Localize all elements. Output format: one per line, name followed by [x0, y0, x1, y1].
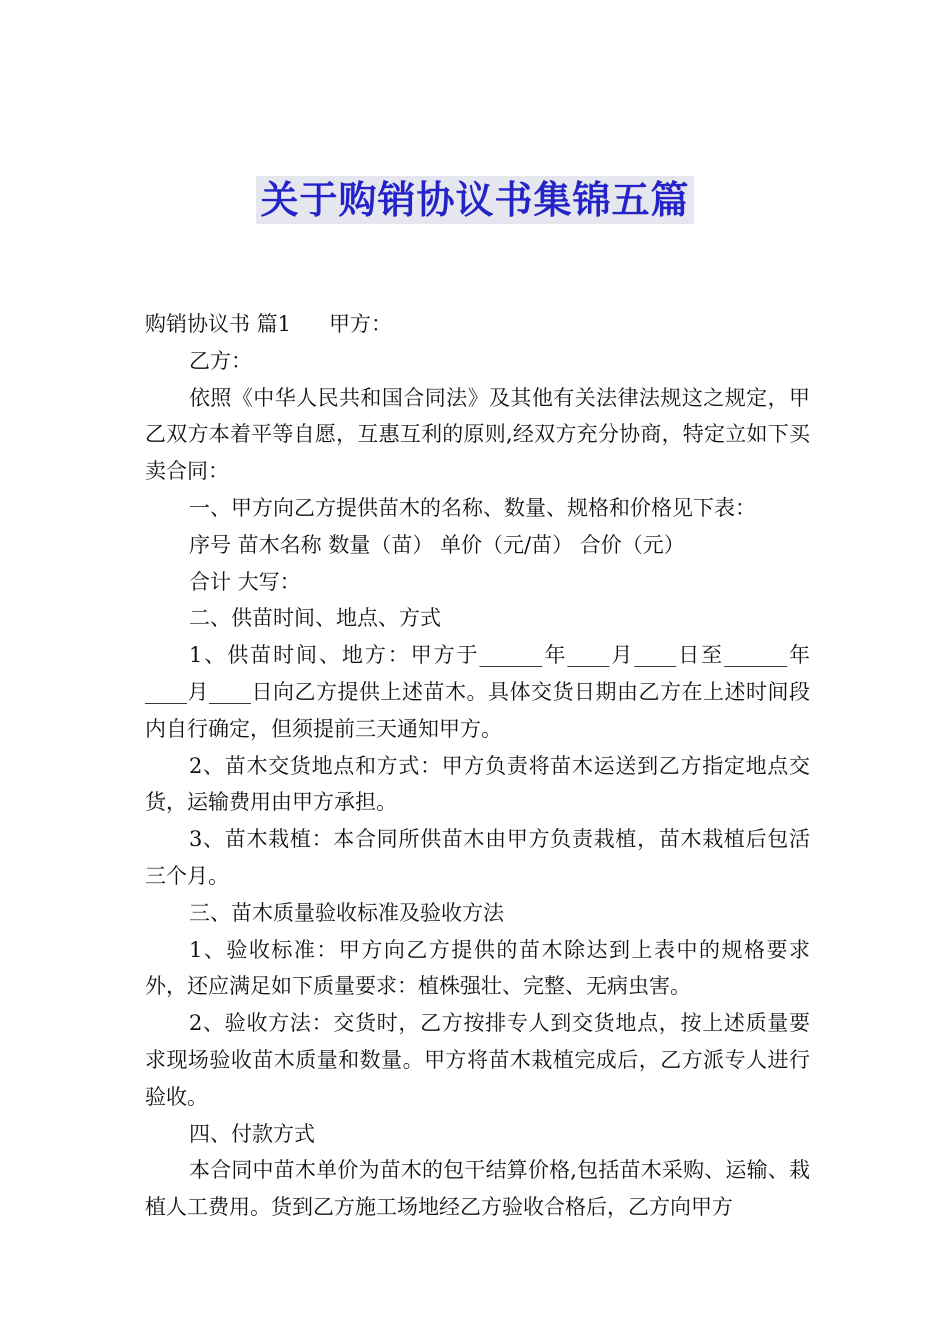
paragraph: 依照《中华人民共和国合同法》及其他有关法律法规这之规定，甲乙双方本着平等自愿，互惠互利的原则,经双方充分协商，特定立如下买卖合同： — [145, 385, 810, 484]
paragraph: 本合同中苗木单价为苗木的包干结算价格,包括苗木采购、运输、栽植人工费用。货到乙方施工场地经乙方验收合格后，乙方向甲方 — [145, 1158, 810, 1220]
total-line: 合计 大写： — [189, 569, 301, 594]
document-title: 关于购销协议书集锦五篇 — [256, 176, 693, 224]
paragraph: 一、甲方向乙方提供苗木的名称、数量、规格和价格见下表： — [189, 495, 756, 520]
section-heading: 三、苗木质量验收标准及验收方法 — [189, 900, 504, 925]
paragraph: 乙方： — [189, 348, 252, 373]
paragraph: 2、验收方法：交货时，乙方按排专人到交货地点，按上述质量要求现场验收苗木质量和数量。甲方将苗木栽植完成后，乙方派专人进行验收。 — [145, 1011, 810, 1109]
paragraph: 2、苗木交货地点和方式：甲方负责将苗木运送到乙方指定地点交货，运输费用由甲方承担。 — [145, 753, 810, 815]
document-body — [145, 306, 810, 1226]
title-container — [0, 176, 950, 224]
party-a-label: 甲方： — [329, 312, 393, 336]
table-header-line: 序号 苗木名称 数量（苗） 单价（元/苗） 合价（元） — [189, 532, 685, 557]
paragraph: 3、苗木栽植：本合同所供苗木由甲方负责栽植，苗木栽植后包活三个月。 — [145, 827, 810, 888]
paragraph: 1、验收标准：甲方向乙方提供的苗木除达到上表中的规格要求外，还应满足如下质量要求：植株强壮、完整、无病虫害。 — [145, 937, 810, 999]
first-line — [145, 306, 810, 343]
section-heading: 四、付款方式 — [189, 1121, 315, 1146]
agreement-heading: 购销协议书 篇1 — [145, 312, 292, 336]
paragraph: 1、供苗时间、地方：甲方于______年____月____日至______年____月____日向乙方提供上述苗木。具体交货日期由乙方在上述时间段内自行确定，但须提前三天通知甲方。 — [145, 643, 810, 741]
section-heading: 二、供苗时间、地点、方式 — [189, 606, 441, 631]
